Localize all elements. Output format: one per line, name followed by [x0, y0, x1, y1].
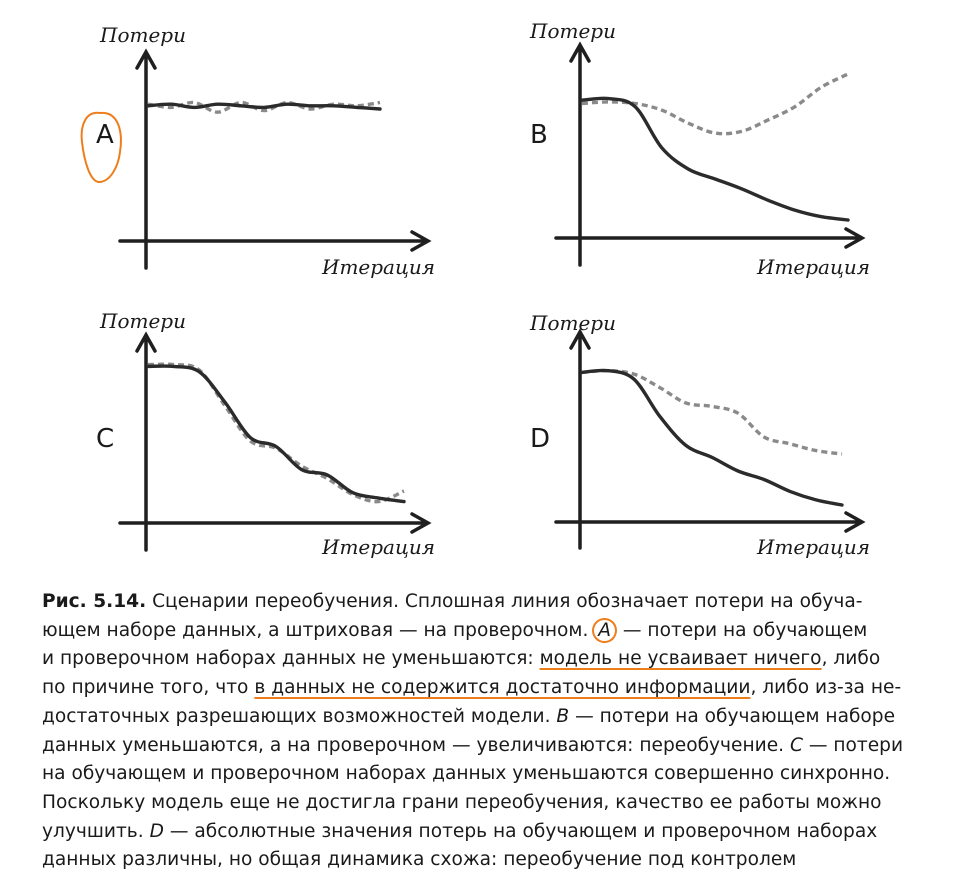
panel-c-series — [148, 364, 404, 501]
panel-a-xlabel: Итерация — [322, 255, 436, 279]
panel-b-validation-line — [582, 74, 848, 134]
caption-text: , либо — [821, 648, 881, 670]
caption-line-1 — [42, 588, 947, 617]
panel-a — [82, 23, 435, 279]
caption-text: достаточных разрешающих возможностей модели. — [42, 705, 557, 727]
panel-d-series — [582, 370, 842, 505]
caption-text: по причине того, что — [42, 677, 255, 699]
caption-text: данных уменьшаются, а на проверочном — увеличиваются: переобучение. — [42, 734, 790, 756]
caption-text: Сценарии переобучения. Сплошная линия обозначает потери на обуча- — [146, 591, 863, 612]
caption-letter-a-circled: А — [592, 618, 617, 643]
panel-d-ylabel: Потери — [530, 311, 616, 335]
panel-c-train-line — [148, 366, 404, 502]
caption-letter-b: B — [556, 705, 570, 727]
caption-line-7: на обучающем и проверочном наборах данных уменьшаются совершенно синхронно. — [42, 763, 891, 785]
panel-d-validation-line — [582, 371, 842, 454]
panel-a-series — [148, 102, 380, 112]
panel-d — [529, 311, 870, 559]
panel-d-xlabel: Итерация — [757, 535, 871, 559]
caption-text: — потери на обучающем наборе — [569, 705, 896, 727]
panel-b — [529, 19, 870, 279]
panel-d-train-line — [582, 370, 842, 505]
panel-b-xlabel: Итерация — [757, 255, 871, 279]
caption-line-3 — [42, 645, 947, 674]
caption-line-2 — [42, 617, 947, 646]
caption-label: Рис. 5.14. — [42, 591, 147, 612]
figure-caption — [42, 588, 947, 875]
caption-line-8: Поскольку модель еще не достигла грани переобучения, качество ее работы можно — [42, 791, 882, 813]
panel-b-series — [582, 74, 848, 220]
panel-d-x-axis — [556, 513, 862, 531]
panel-b-x-axis — [556, 229, 862, 247]
caption-text: улучшить. — [42, 820, 150, 842]
caption-line-5 — [42, 703, 947, 732]
caption-line-6 — [42, 732, 947, 761]
panel-c-x-axis — [120, 514, 428, 532]
caption-text: , либо из-за не- — [750, 677, 902, 699]
panel-c-ylabel: Потери — [100, 309, 186, 333]
panel-a-y-axis — [137, 52, 155, 268]
caption-text: — абсолютные значения потерь на обучающем и проверочном наборах — [163, 820, 878, 842]
panel-a-x-axis — [120, 232, 428, 250]
caption-text: — потери на обучающем — [617, 619, 868, 641]
caption-text: — потери — [802, 734, 904, 756]
panel-c — [96, 309, 435, 559]
panel-b-ylabel: Потери — [530, 19, 616, 43]
caption-text: и проверочном наборах данных не уменьшаются: — [42, 648, 540, 670]
panel-d-y-axis — [571, 332, 589, 548]
panel-b-y-axis — [571, 45, 589, 265]
caption-underlined-phrase: модель не усваивает ничего — [539, 648, 822, 670]
caption-letter-d: D — [149, 820, 164, 842]
panel-a-train-line — [148, 104, 380, 109]
panel-a-letter: A — [96, 120, 114, 150]
caption-line-4 — [42, 674, 947, 703]
caption-letter-c: C — [789, 734, 803, 756]
caption-text: ющем наборе данных, а штриховая — на проверочном. — [42, 619, 595, 641]
panel-b-train-line — [582, 98, 848, 220]
panel-a-ylabel: Потери — [100, 23, 186, 47]
panel-b-letter: B — [530, 120, 548, 150]
panel-c-xlabel: Итерация — [322, 535, 436, 559]
panel-c-letter: C — [96, 424, 115, 454]
panel-c-validation-line — [148, 364, 404, 501]
caption-line-9 — [42, 818, 947, 847]
panel-d-letter: D — [530, 424, 551, 454]
caption-line-10: данных различны, но общая динамика схожа: переобучение под контролем — [42, 849, 797, 871]
caption-underlined-phrase: в данных не содержится достаточно информации — [254, 677, 751, 699]
